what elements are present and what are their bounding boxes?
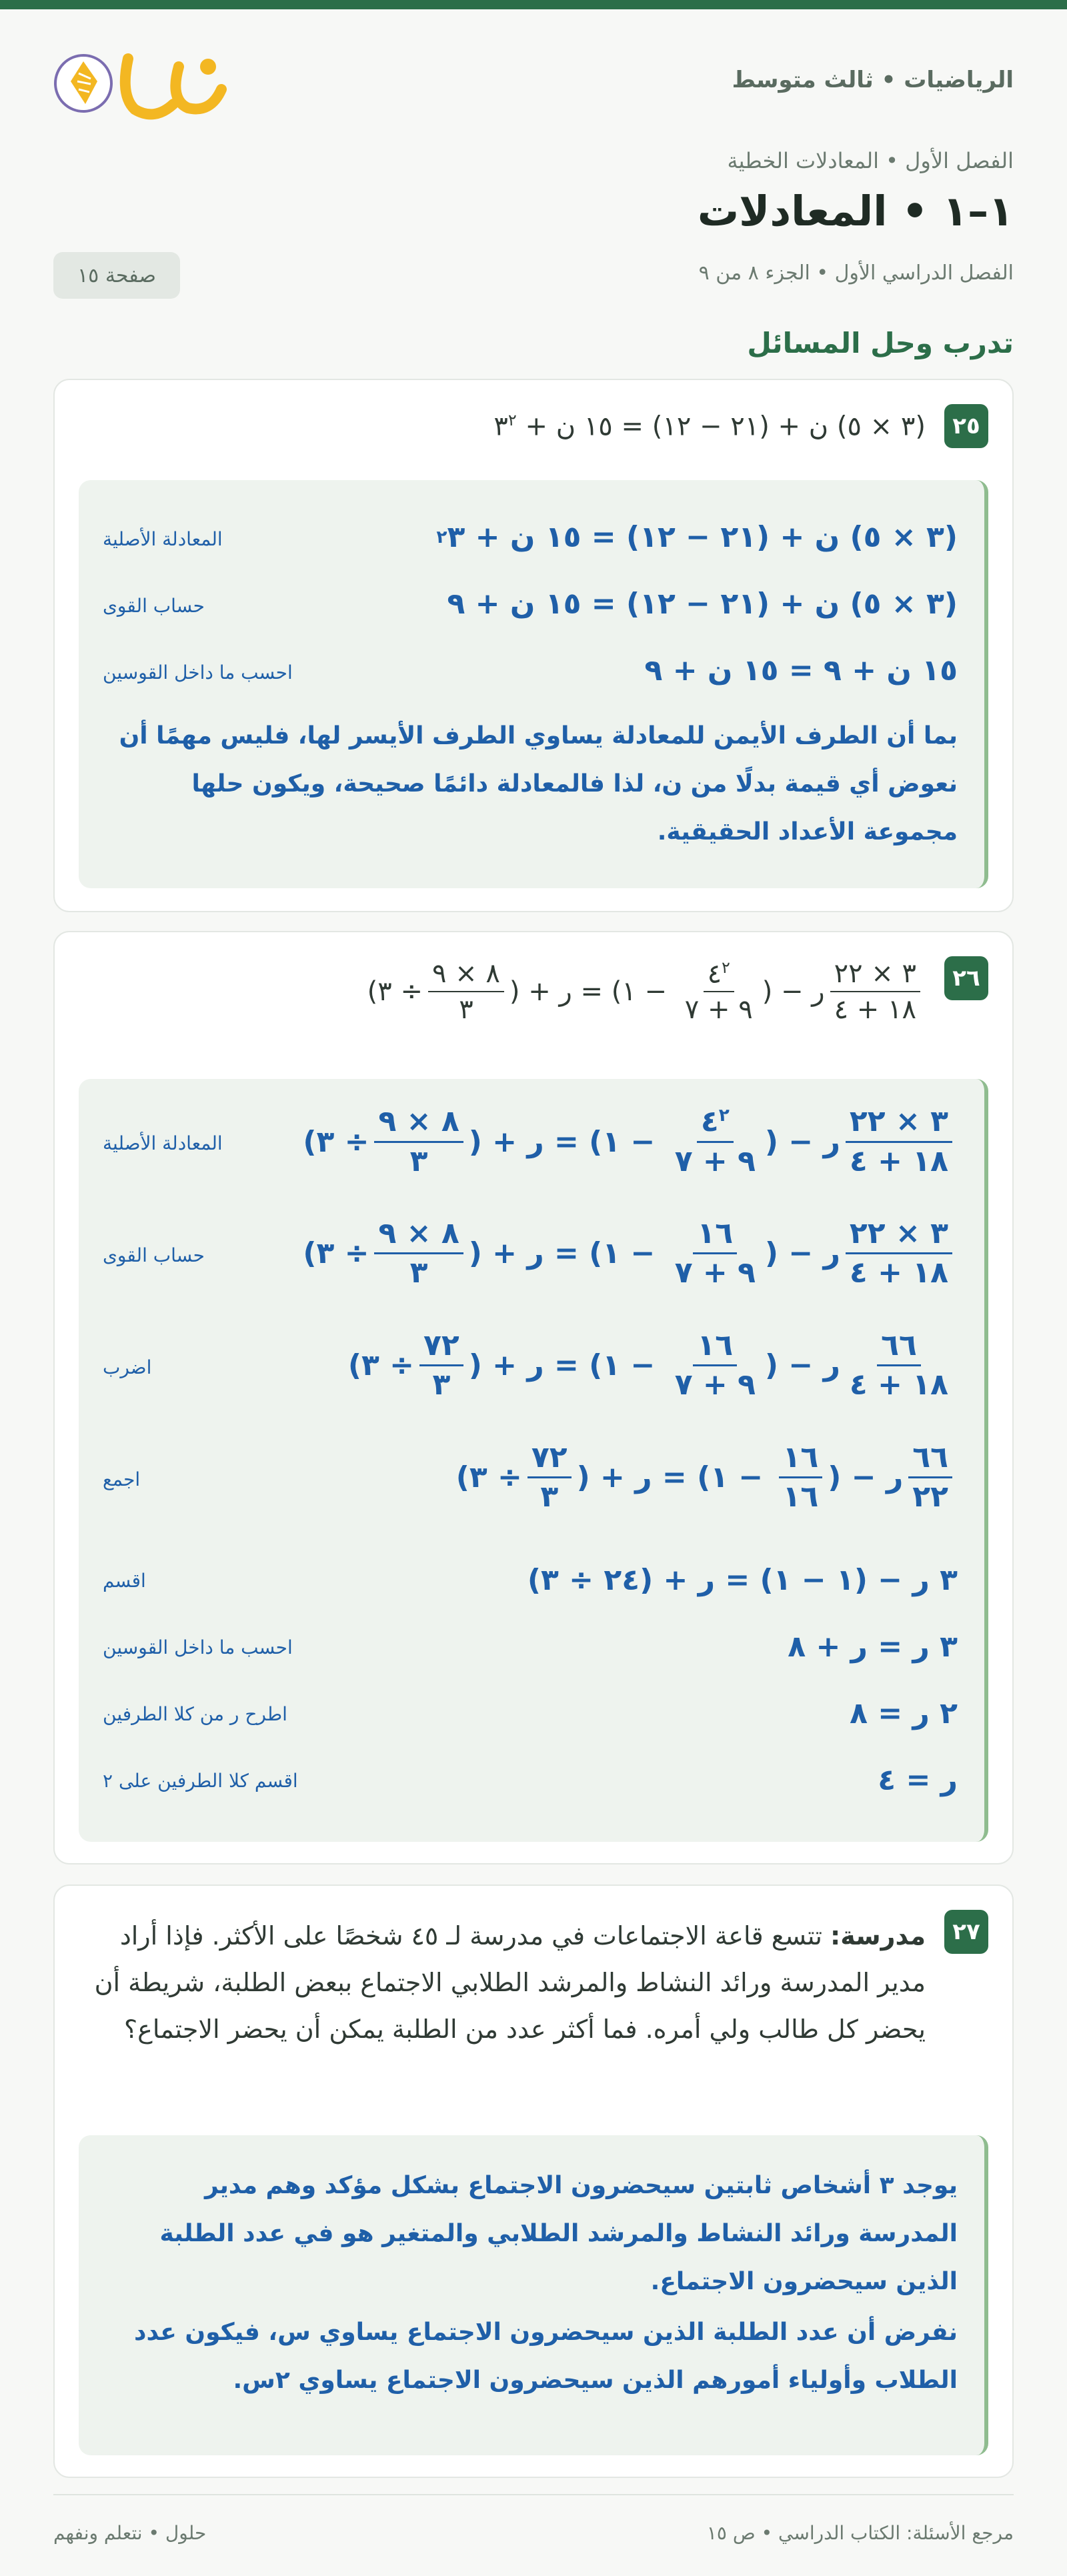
fraction <box>908 1442 952 1514</box>
operator: − <box>644 976 668 1008</box>
numerator: ٨ × ٩ <box>374 1106 463 1142</box>
exponent: ٢ <box>507 411 517 429</box>
numerator: ١٦ <box>693 1218 737 1254</box>
question-card-25 <box>53 379 1014 912</box>
exponent: ٢ <box>718 1105 730 1126</box>
denominator: ٣ <box>540 1480 559 1514</box>
number: ١ <box>602 1124 621 1159</box>
operator: − <box>788 1124 814 1159</box>
fraction <box>846 1218 952 1290</box>
division: ÷ ٣ <box>316 1124 369 1159</box>
page-badge: صفحة ١٥ <box>53 252 180 299</box>
division: ÷ ٣ <box>469 1460 522 1495</box>
page-header <box>53 40 1014 120</box>
answer-paragraph: نفرض أن عدد الطلبة الذين سيحضرون الاجتماع يساوي س، فيكون عدد الطلاب وأولياء أمورهم الذين سيحضرون الاجتماع يساوي ٢س. <box>133 2319 958 2394</box>
numerator: ٣ × ٢٢ <box>846 1218 952 1254</box>
denominator: ٣ <box>459 994 473 1026</box>
variable: ر <box>823 1348 840 1383</box>
numerator: ٨ × ٩ <box>428 959 504 992</box>
denominator: ٣ <box>409 1256 428 1290</box>
question-body: تتسع قاعة الاجتماعات في مدرسة لـ ٤٥ شخصًا على الأكثر. فإذا أراد مدير المدرسة ورائد النشاط والمرشد الطلابي الاجتماع ببعض الطلبة، شريطة أن يحضر كل طالب ولي أمره. فما أكثر عدد من الطلبة يمكن أن يحضر الاجتماع؟ <box>94 1921 926 2044</box>
step-label: حساب القوى <box>103 1244 205 1266</box>
variable: ر <box>812 976 825 1008</box>
numerator: ١٦ <box>779 1442 823 1478</box>
answer-paragraph: يوجد ٣ أشخاص ثابتين سيحضرون الاجتماع بشكل مؤكد وهم مدير المدرسة ورائد النشاط والمرشد الطلابي والمتغير هو في عدد الطلبة الذين سيحضرون الاجتماع. <box>159 2172 958 2295</box>
question-number: ٢٧ <box>944 1910 988 1954</box>
step-expression: $\frac{٦٦}{١٨ + ٤}$ ر − ( $\frac{١٦}{٩ + ٧}$ − ١ ) = ر + ( $\frac{٧٢}{٣}$ ÷ ٣ ) <box>348 1330 958 1402</box>
footer-reference: مرجع الأسئلة: الكتاب الدراسي • ص ١٥ <box>706 2522 1014 2544</box>
question-card-27 <box>53 1884 1014 2478</box>
top-accent-bar <box>0 0 1067 9</box>
step-expression: ٣ ر = ر + ٨ <box>788 1630 958 1664</box>
step-label: اقسم <box>103 1570 146 1592</box>
fraction <box>779 1442 823 1514</box>
denominator: ٩ + ٧ <box>674 1256 756 1290</box>
operator: − <box>630 1124 656 1159</box>
step-expression: $\frac{٣ \times ٢٢}{١٨ + ٤}$ ر − ( $\frac{٤^٢}{٩ + ٧}$ − ١ ) = ر + ( $\frac{٨ \times ٩}{٣}$ ÷ ٣ ) <box>303 1106 958 1178</box>
denominator: ٣ <box>432 1368 451 1402</box>
numerator: ٨ × ٩ <box>374 1218 463 1254</box>
denominator: ١٨ + ٤ <box>849 1368 948 1402</box>
fraction <box>846 1106 952 1178</box>
operator: = ر + <box>492 1124 579 1159</box>
variable: ر <box>886 1460 904 1495</box>
numerator <box>704 959 734 992</box>
question-text <box>367 959 926 1024</box>
fraction <box>671 1218 760 1290</box>
step-expression: $\frac{٦٦}{٢٢}$ ر − ( $\frac{١٦}{١٦}$ − ١ ) = ر + ( $\frac{٧٢}{٣}$ ÷ ٣ ) <box>456 1442 958 1514</box>
denominator: ٩ + ٧ <box>684 994 753 1026</box>
step-label: احسب ما داخل القوسين <box>103 1636 293 1658</box>
question-expression: $\frac{٣ \times ٢٢}{١٨ + ٤}$ ر − ( $\frac{٤^٢}{٩ + ٧}$ − ١ ) = ر + ( $\frac{٨ \times ٩}{٣}$ ÷ ٣ ) <box>367 959 926 1024</box>
numerator <box>697 1106 734 1143</box>
number: ١ <box>710 1460 729 1495</box>
operator: = ر + <box>528 976 604 1008</box>
numerator: ٦٦ <box>908 1442 952 1478</box>
step-label: اقسم كلا الطرفين على ٢ <box>103 1770 298 1792</box>
question-number: ٢٦ <box>944 956 988 1000</box>
question-card-26 <box>53 931 1014 1864</box>
division: ÷ ٣ <box>361 1348 414 1383</box>
fraction <box>374 1106 463 1178</box>
operator: − <box>788 1348 814 1383</box>
question-number: ٢٥ <box>944 404 988 448</box>
division: ÷ ٣ <box>316 1236 369 1271</box>
step-expression: ٢ ر = ٨ <box>850 1696 958 1730</box>
step-label: اجمع <box>103 1468 141 1490</box>
step-expression: ٣ ر − (١ − ١) = ر + (٢٤ ÷ ٣) <box>527 1563 958 1597</box>
denominator: ٩ + ٧ <box>674 1144 756 1179</box>
question-title: مدرسة: <box>830 1921 926 1951</box>
answer-box <box>79 480 988 888</box>
exponent: ٢ <box>436 527 447 547</box>
exponent: ٢ <box>722 958 730 977</box>
answer-box <box>79 2135 988 2455</box>
step-label: حساب القوى <box>103 595 205 617</box>
fraction <box>846 1330 952 1402</box>
number: ١ <box>602 1236 621 1271</box>
breadcrumb: الفصل الأول • المعادلات الخطية <box>727 148 1014 173</box>
footer-brand: حلول • نتعلم ونفهم <box>53 2522 207 2544</box>
step-expression: ر = ٤ <box>878 1763 958 1797</box>
page-title: ١–١ • المعادلات <box>697 187 1014 235</box>
fraction <box>681 959 757 1024</box>
variable: ر <box>823 1124 840 1159</box>
operator: − <box>851 1460 876 1495</box>
hulool-logo[interactable] <box>53 40 240 120</box>
solution-explanation: بما أن الطرف الأيمن للمعادلة يساوي الطرف الأيسر لها، فليس مهمًا أن نعوض أي قيمة بدلًا من ن، لذا فالمعادلة دائمًا صحيحة، ويكون حلها مجموعة الأعداد الحقيقية. <box>119 722 958 846</box>
numerator: ٦٦ <box>877 1330 921 1366</box>
operator: − <box>630 1348 656 1383</box>
denominator: ٢٢ <box>912 1480 948 1514</box>
step-expression: ١٥ ن + ٩ = ١٥ ن + ٩ <box>644 654 958 688</box>
operator: − <box>781 976 804 1008</box>
denominator: ١٨ + ٤ <box>849 1256 948 1290</box>
number: ١ <box>622 976 636 1008</box>
step-label: اضرب <box>103 1356 152 1378</box>
step-expression-text: (٣ × ٥) ن + (٢١ − ١٢) = ١٥ ن + ٣ <box>447 520 958 554</box>
solution-step <box>103 1218 958 1298</box>
question-text <box>79 1912 926 2053</box>
operator: − <box>630 1236 656 1271</box>
numerator: ٧٢ <box>419 1330 463 1366</box>
fraction <box>374 1218 463 1290</box>
denominator: ١٦ <box>782 1480 819 1514</box>
denominator: ١٨ + ٤ <box>834 994 916 1026</box>
fraction <box>428 959 504 1024</box>
operator: = ر + <box>492 1348 579 1383</box>
numerator: ٣ × ٢٢ <box>830 959 920 992</box>
operator: = ر + <box>492 1236 579 1271</box>
numerator: ٧٢ <box>527 1442 572 1478</box>
division: ÷ ٣ <box>377 976 423 1008</box>
section-title: تدرب وحل المسائل <box>747 327 1014 359</box>
step-expression: $\frac{٣ \times ٢٢}{١٨ + ٤}$ ر − ( $\frac{١٦}{٩ + ٧}$ − ١ ) = ر + ( $\frac{٨ \times ٩}{٣}$ ÷ ٣ ) <box>303 1218 958 1290</box>
question-expression: (٣ × ٥) ن + (٢١ − ١٢) = ١٥ ن + ٣ <box>493 411 926 442</box>
step-label: المعادلة الأصلية <box>103 1132 223 1154</box>
step-expression <box>436 520 958 554</box>
solution-step <box>103 1442 958 1522</box>
fraction <box>527 1442 572 1514</box>
denominator: ٣ <box>409 1144 428 1178</box>
step-label: المعادلة الأصلية <box>103 528 223 550</box>
operator: − <box>738 1460 764 1495</box>
denominator: ١٨ + ٤ <box>849 1144 948 1178</box>
numerator: ٣ × ٢٢ <box>846 1106 952 1142</box>
step-label: اطرح ر من كلا الطرفين <box>103 1703 287 1725</box>
number: ١ <box>602 1348 621 1383</box>
step-label: احسب ما داخل القوسين <box>103 662 293 684</box>
question-text <box>493 411 926 441</box>
answer-box <box>79 1079 988 1842</box>
fraction <box>830 959 920 1024</box>
operator: = ر + <box>600 1460 687 1495</box>
base: ٤ <box>707 958 722 990</box>
base: ٤ <box>700 1104 719 1139</box>
footer-divider <box>53 2494 1014 2495</box>
semester-meta: الفصل الدراسي الأول • الجزء ٨ من ٩ <box>698 261 1014 285</box>
fraction <box>671 1330 760 1402</box>
operator: − <box>788 1236 814 1271</box>
denominator: ٩ + ٧ <box>674 1368 756 1402</box>
fraction <box>419 1330 463 1402</box>
step-expression: (٣ × ٥) ن + (٢١ − ١٢) = ١٥ ن + ٩ <box>447 587 958 621</box>
subject-label: الرياضيات • ثالث متوسط <box>732 67 1014 93</box>
variable: ر <box>823 1236 840 1271</box>
fraction <box>671 1106 760 1178</box>
solution-step <box>103 1330 958 1410</box>
solution-step <box>103 1106 958 1186</box>
numerator: ١٦ <box>693 1330 737 1366</box>
